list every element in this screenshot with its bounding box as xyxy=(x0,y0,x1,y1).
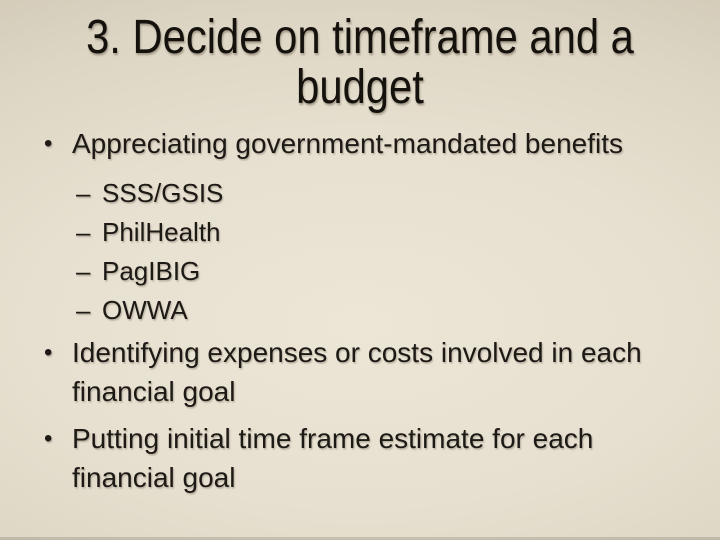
bullet-text: Appreciating government-mandated benefits xyxy=(72,128,624,159)
bullet-text: Putting initial time frame estimate for each financial goal xyxy=(72,423,594,493)
sub-bullet-philhealth xyxy=(76,213,700,252)
sub-bullet-pagibig xyxy=(76,252,700,291)
dash-marker: – xyxy=(76,178,91,208)
slide-title xyxy=(0,13,720,113)
bullet-marker: • xyxy=(44,130,53,157)
sub-bullet-text: PhilHealth xyxy=(102,217,221,247)
sub-bullet-sss-gsis xyxy=(76,174,700,213)
slide-title-line-1: 3. Decide on timeframe and a xyxy=(86,11,634,64)
dash-marker: – xyxy=(76,217,91,247)
bullet-list xyxy=(36,124,700,497)
bullet-item-appreciating xyxy=(36,124,700,163)
sub-bullet-text: OWWA xyxy=(102,295,188,325)
dash-marker: – xyxy=(76,295,91,325)
sub-bullet-owwa xyxy=(76,291,700,330)
bullet-item-initial-timeframe xyxy=(36,419,700,497)
bullet-marker: • xyxy=(44,425,53,452)
bullet-item-identifying-expenses xyxy=(36,333,700,411)
dash-marker: – xyxy=(76,256,91,286)
slide-title-line-2: budget xyxy=(296,61,424,114)
bullet-marker: • xyxy=(44,339,53,366)
sub-bullet-text: SSS/GSIS xyxy=(102,178,224,208)
sub-bullet-text: PagIBIG xyxy=(102,256,201,286)
bullet-text: Identifying expenses or costs involved in each financial goal xyxy=(72,337,642,407)
